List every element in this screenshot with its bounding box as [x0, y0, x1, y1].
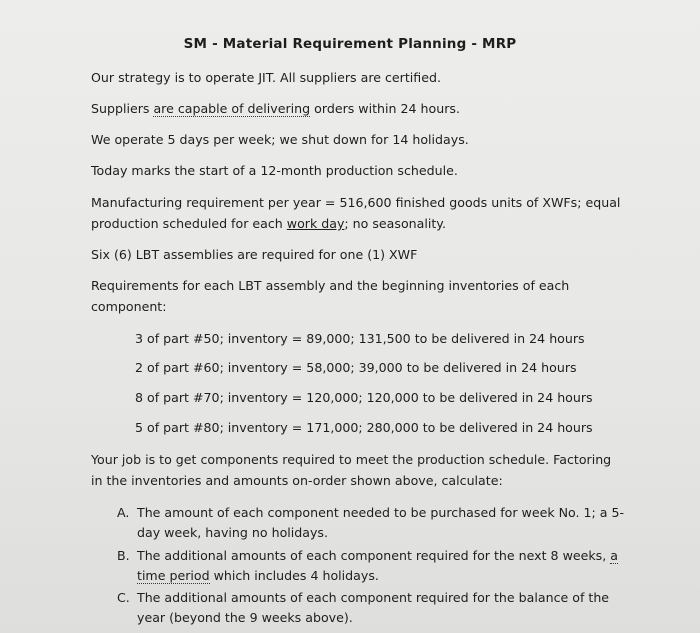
part-line: 8 of part #70; inventory = 120,000; 120,000 to be delivered in 24 hours	[135, 390, 593, 405]
job-line-2: in the inventories and amounts on-order shown above, calculate:	[91, 473, 503, 488]
task-text-pre: The additional amounts of each component required for the next 8 weeks,	[137, 548, 611, 563]
requirements-line-2: component:	[91, 299, 167, 314]
six-assemblies-line: Six (6) LBT assemblies are required for one (1) XWF	[91, 247, 418, 262]
task-item-a	[117, 503, 657, 545]
spellcheck-marked-text: are capable of delivering	[153, 101, 311, 116]
task-text	[137, 503, 647, 543]
manufacturing-line-2	[91, 213, 671, 234]
operate-line: We operate 5 days per week; we shut down for 14 holidays.	[91, 132, 469, 147]
task-text	[137, 588, 647, 628]
task-text-post: which includes 4 holidays.	[209, 568, 379, 583]
suppliers-text-pre: Suppliers	[91, 101, 154, 116]
job-line-1: Your job is to get components required to meet the production schedule. Factoring	[91, 452, 612, 467]
spellcheck-marked-text: time period	[137, 568, 210, 583]
task-label: C.	[117, 590, 130, 605]
task-text-line: The amount of each component needed to be purchased for week No. 1; a 5-	[137, 505, 625, 520]
task-text-line	[137, 566, 647, 586]
part-line: 3 of part #50; inventory = 89,000; 131,500 to be delivered in 24 hours	[135, 331, 585, 346]
task-label: A.	[117, 505, 130, 520]
manufacturing-text-post: ; no seasonality.	[344, 216, 446, 231]
underlined-work-day: work day	[286, 216, 345, 231]
suppliers-line	[91, 98, 671, 119]
manufacturing-line-1: Manufacturing requirement per year = 516,600 finished goods units of XWFs; equal	[91, 195, 621, 210]
part-line: 2 of part #60; inventory = 58,000; 39,000 to be delivered in 24 hours	[135, 360, 577, 375]
part-line: 5 of part #80; inventory = 171,000; 280,000 to be delivered in 24 hours	[135, 420, 593, 435]
task-text-line: day week, having no holidays.	[137, 525, 328, 540]
spellcheck-marked-text: a	[610, 548, 618, 563]
task-text-line: year (beyond the 9 weeks above).	[137, 610, 353, 625]
page-title: SM - Material Requirement Planning - MRP	[183, 36, 517, 52]
suppliers-text-post: orders within 24 hours.	[310, 101, 460, 116]
today-line: Today marks the start of a 12-month production schedule.	[91, 163, 458, 178]
task-text-line: The additional amounts of each component required for the balance of the	[137, 590, 610, 605]
manufacturing-text-pre: production scheduled for each	[91, 216, 287, 231]
task-item-b	[117, 546, 657, 588]
task-text	[137, 546, 647, 586]
strategy-line: Our strategy is to operate JIT. All suppliers are certified.	[91, 70, 441, 85]
requirements-line-1: Requirements for each LBT assembly and the beginning inventories of each	[91, 278, 570, 293]
task-item-c	[117, 588, 657, 630]
task-label: B.	[117, 548, 130, 563]
task-text-line	[137, 546, 647, 566]
